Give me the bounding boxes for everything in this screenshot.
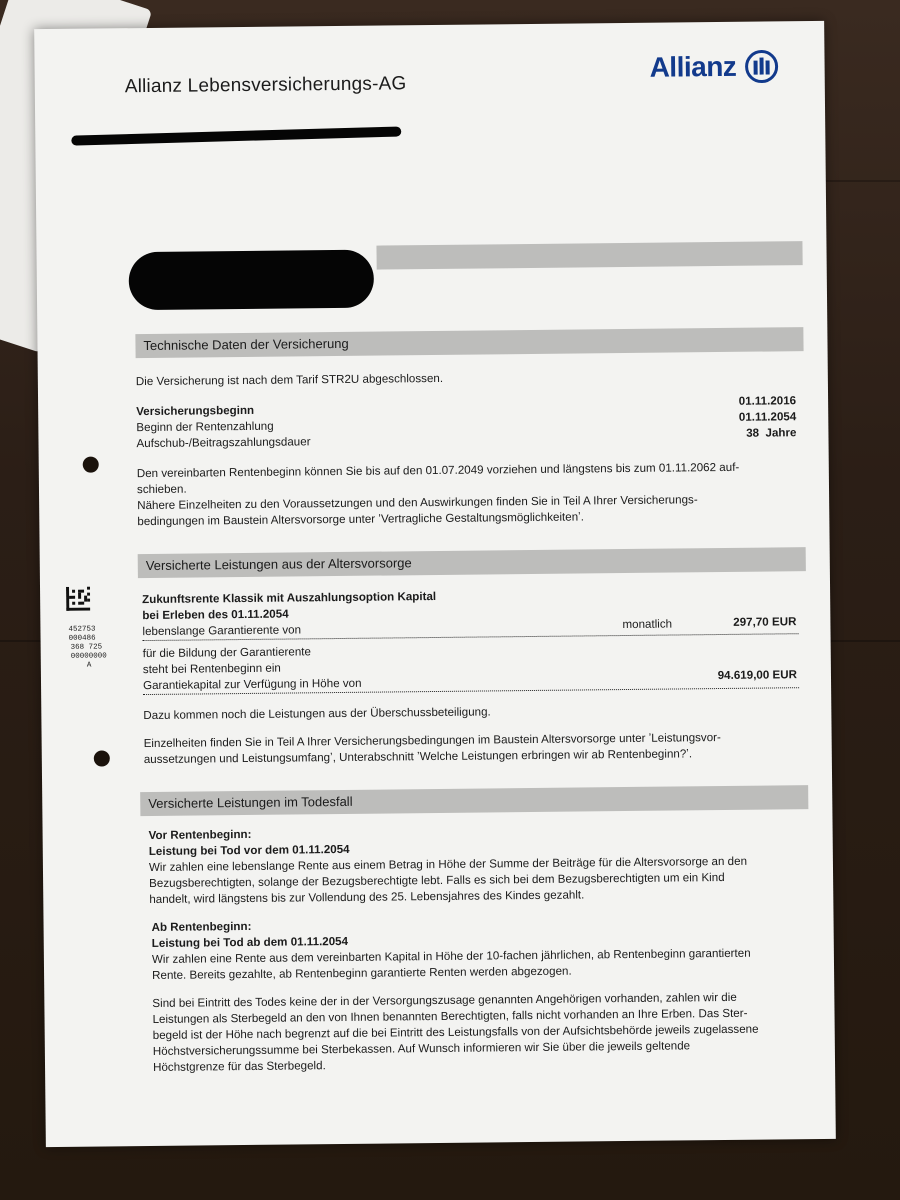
section-technical-data: Technische Daten der Versicherung xyxy=(135,327,803,358)
allianz-logo xyxy=(649,49,778,84)
product-name: Zukunftsrente Klassik mit Auszahlungsoption Kapital xyxy=(142,589,437,607)
paragraph-line: Höchstgrenze für das Sterbegeld. xyxy=(152,1059,326,1074)
margin-code-line: 452753 xyxy=(68,625,96,634)
rent-frequency: monatlich xyxy=(622,617,673,632)
insurer-name: Allianz Lebensversicherungs-AG xyxy=(124,73,407,98)
guaranteed-capital-value: 94.619,00 EUR xyxy=(717,668,798,683)
after-heading: Ab Rentenbeginn: xyxy=(151,919,252,934)
paragraph-line: Höchstversicherungssumme bei Sterbekassen. Auf Wunsch informieren wir Sie über die jeweils geltende xyxy=(152,1039,691,1058)
duration-label: Aufschub-/Beitragszahlungsdauer xyxy=(136,435,311,451)
paragraph-line: handelt, wird längstens bis zur Vollendung des 25. Lebensjahres des Kindes gezahlt. xyxy=(149,888,585,907)
paragraph-line: schieben. xyxy=(136,482,187,497)
margin-code-line: A xyxy=(86,661,92,670)
paragraph-line: bedingungen im Baustein Altersvorsorge unter ʼVertragliche Gestaltungsmöglichkeitenʼ. xyxy=(137,510,584,529)
redaction-mark xyxy=(71,126,401,145)
paragraph-line: Einzelheiten finden Sie in Teil A Ihrer Versicherungsbedingungen im Baustein Altersvorsorge unter ʼLeistungsvor- xyxy=(143,731,721,751)
capital-text: steht bei Rentenbeginn ein xyxy=(142,661,281,677)
tariff-line: Die Versicherung ist nach dem Tarif STR2U abgeschlossen. xyxy=(135,371,444,389)
margin-code-line: 00000000 xyxy=(70,652,107,661)
redaction-mark xyxy=(129,250,375,311)
start-label: Versicherungsbeginn xyxy=(136,403,255,419)
surplus-line: Dazu kommen noch die Leistungen aus der Überschussbeteiligung. xyxy=(143,705,491,723)
document-page xyxy=(34,21,836,1147)
capital-label: Garantiekapital zur Verfügung in Höhe von xyxy=(142,676,362,693)
paragraph-line: Rente. Bereits gezahlte, ab Rentenbeginn garantierte Renten werden abgezogen. xyxy=(152,964,572,982)
capital-text: für die Bildung der Garantierente xyxy=(142,645,311,661)
section-bar-redacted xyxy=(376,241,802,269)
logo-text: Allianz xyxy=(649,50,737,83)
guaranteed-rent-label: lebenslange Garantierente von xyxy=(142,623,302,639)
paragraph-line: begeld ist der Höhe nach begrenzt auf die bei Eintritt des Leistungsfalls von der Aufsichtsbehörde jeweils zugelassene xyxy=(152,1022,759,1042)
start-value: 01.11.2016 xyxy=(738,394,797,408)
pension-start-label: Beginn der Rentenzahlung xyxy=(136,419,274,435)
margin-code-line: 368 725 xyxy=(70,643,103,652)
section-death-benefits: Versicherte Leistungen im Todesfall xyxy=(140,785,808,816)
punch-hole xyxy=(83,457,99,473)
pension-start-value: 01.11.2054 xyxy=(738,410,797,424)
duration-value: 38 Jahre xyxy=(746,426,797,440)
paragraph-line: Wir zahlen eine Rente aus dem vereinbarten Kapital in Höhe der 10-fachen jährlichen, ab Rentenbeginn garantierten xyxy=(151,946,751,966)
margin-code xyxy=(68,625,106,670)
before-heading: Vor Rentenbeginn: xyxy=(148,827,252,843)
section-pension-benefits: Versicherte Leistungen aus der Altersvorsorge xyxy=(138,547,806,578)
margin-code-line: 000486 xyxy=(68,634,96,643)
before-subheading: Leistung bei Tod vor dem 01.11.2054 xyxy=(148,842,350,859)
product-condition: bei Erleben des 01.11.2054 xyxy=(142,607,289,623)
paragraph-line: Den vereinbarten Rentenbeginn können Sie bis auf den 01.07.2049 vorziehen und längstens bis zum 01.11.2062 auf- xyxy=(136,460,740,481)
guaranteed-rent-value: 297,70 EUR xyxy=(733,615,797,629)
paragraph-line: Bezugsberechtigten, solange der Bezugsberechtigte lebt. Falls es sich bei dem Bezugsberechtigten um ein Kind xyxy=(149,870,725,891)
allianz-eagle-icon xyxy=(744,49,778,83)
paragraph-line: Nähere Einzelheiten zu den Voraussetzungen und den Auswirkungen finden Sie in Teil A Ihrer Versicherungs- xyxy=(137,493,698,513)
paragraph-line: Wir zahlen eine lebenslange Rente aus einem Betrag in Höhe der Summe der Beiträge für die Altersvorsorge an den xyxy=(148,854,748,875)
paragraph-line: Leistungen als Sterbegeld an den von Ihnen benannten Berechtigten, falls nicht vorhanden an Ihre Erben. Das Ster- xyxy=(152,1006,748,1026)
datamatrix-code-icon xyxy=(66,587,90,611)
paragraph-line: aussetzungen und Leistungsumfangʼ, Unterabschnitt ʼWelche Leistungen erbringen wir ab Rentenbeginn?ʼ. xyxy=(143,747,693,767)
after-subheading: Leistung bei Tod ab dem 01.11.2054 xyxy=(151,934,349,950)
paragraph-line: Sind bei Eintritt des Todes keine der in der Versorgungszusage genannten Angehörigen vorhanden, zahlen wir die xyxy=(152,990,737,1010)
punch-hole xyxy=(94,750,110,766)
